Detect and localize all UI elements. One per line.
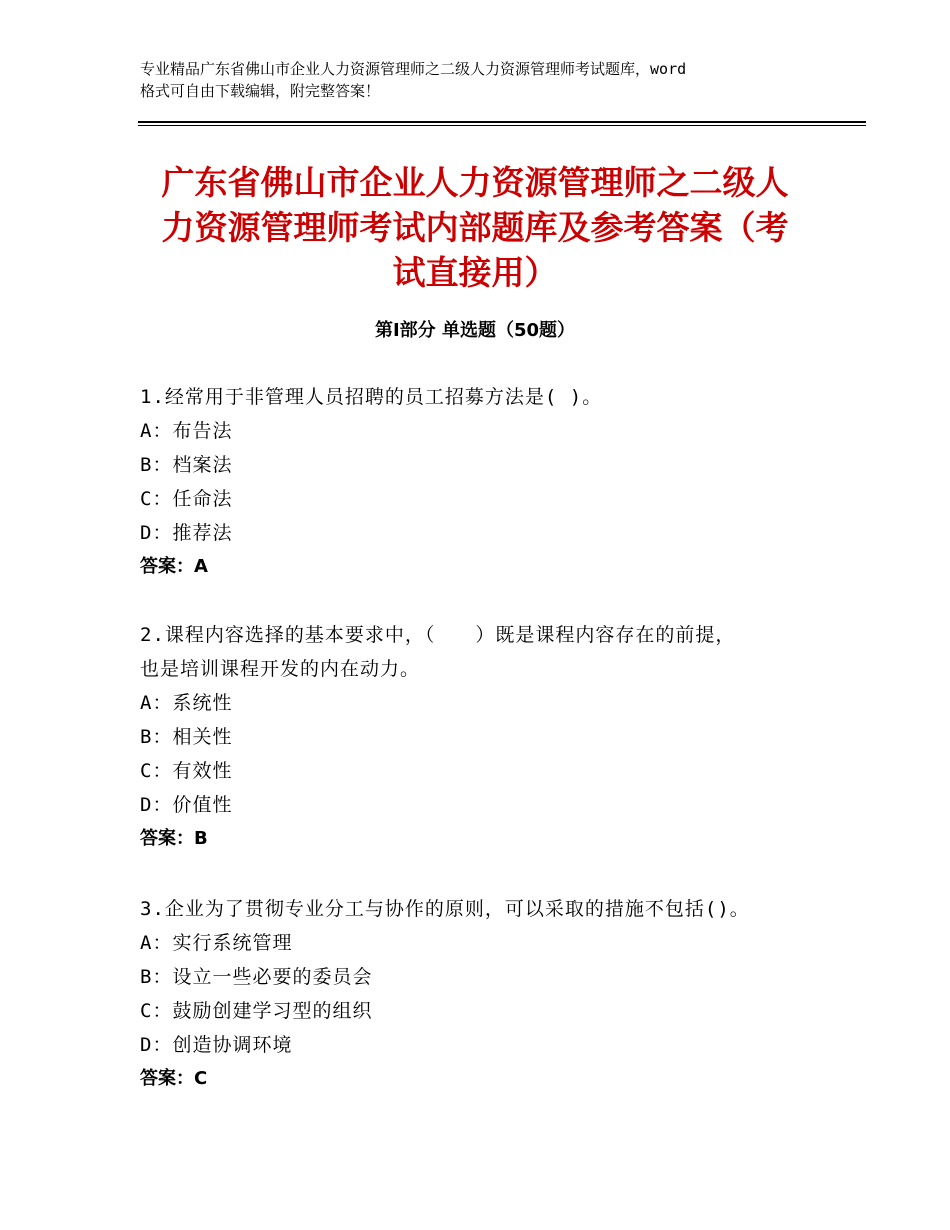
option-b: B：档案法 <box>140 454 233 476</box>
question-stem: 2.课程内容选择的基本要求中，（ ）既是课程内容存在的前提， <box>140 624 736 646</box>
option-a: A：实行系统管理 <box>140 932 293 954</box>
question-stem: 3.企业为了贯彻专业分工与协作的原则，可以采取的措施不包括()。 <box>140 898 750 920</box>
option-b: B：相关性 <box>140 726 233 748</box>
question-stem: 1.经常用于非管理人员招聘的员工招募方法是( )。 <box>140 386 603 408</box>
question-2 <box>140 618 820 856</box>
header-rule-thin <box>138 125 866 126</box>
question-3 <box>140 892 820 1096</box>
option-d: D：价值性 <box>140 794 233 816</box>
header-line-1: 专业精品广东省佛山市企业人力资源管理师之二级人力资源管理师考试题库，word <box>140 60 687 78</box>
option-c: C：鼓励创建学习型的组织 <box>140 1000 373 1022</box>
question-stem-cont: 也是培训课程开发的内在动力。 <box>140 658 421 680</box>
section-heading: 第Ⅰ部分 单选题（50题） <box>374 320 575 341</box>
title-line-1: 广东省佛山市企业人力资源管理师之二级人 <box>161 163 789 202</box>
answer: 答案：C <box>140 1068 208 1089</box>
header-rule-thick <box>138 121 866 123</box>
option-c: C：任命法 <box>140 488 233 510</box>
title-line-2: 力资源管理师考试内部题库及参考答案（考 <box>161 208 789 247</box>
option-b: B：设立一些必要的委员会 <box>140 966 373 988</box>
document-title <box>140 160 810 295</box>
option-a: A：布告法 <box>140 420 233 442</box>
page-header <box>140 58 820 102</box>
answer: 答案：A <box>140 556 208 577</box>
option-d: D：推荐法 <box>140 522 233 544</box>
header-line-2: 格式可自由下载编辑，附完整答案！ <box>140 82 381 100</box>
question-1 <box>140 380 820 584</box>
answer: 答案：B <box>140 828 208 849</box>
title-line-3: 试直接用） <box>392 253 558 292</box>
option-d: D：创造协调环境 <box>140 1034 293 1056</box>
option-a: A：系统性 <box>140 692 233 714</box>
option-c: C：有效性 <box>140 760 233 782</box>
